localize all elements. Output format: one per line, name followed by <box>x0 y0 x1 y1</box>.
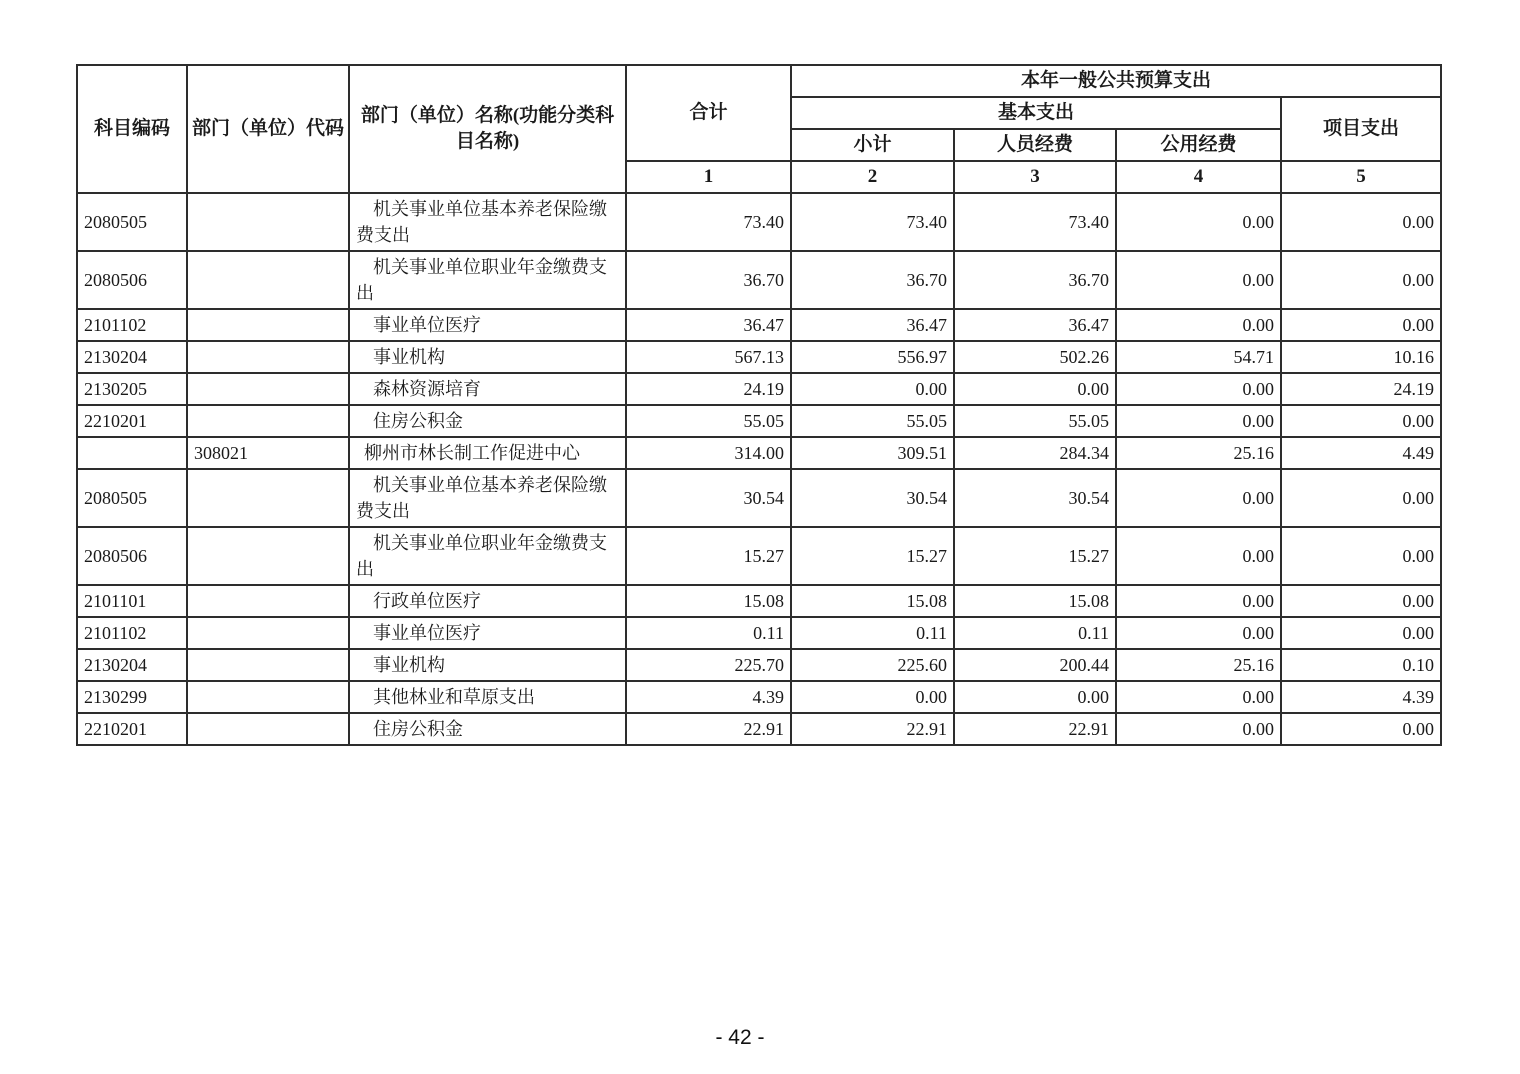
cell-project: 0.00 <box>1281 193 1441 251</box>
table-row <box>77 469 1441 527</box>
cell-public: 25.16 <box>1116 437 1281 469</box>
cell-name: 机关事业单位基本养老保险缴费支出 <box>349 469 626 527</box>
header-subtotal: 小计 <box>791 129 954 161</box>
cell-dept-code: 308021 <box>187 437 349 469</box>
table-row <box>77 527 1441 585</box>
cell-subtotal: 36.70 <box>791 251 954 309</box>
header-index-3: 3 <box>954 161 1116 193</box>
cell-dept-code <box>187 585 349 617</box>
cell-name: 森林资源培育 <box>349 373 626 405</box>
cell-public: 54.71 <box>1116 341 1281 373</box>
cell-total: 225.70 <box>626 649 791 681</box>
cell-personnel: 15.08 <box>954 585 1116 617</box>
table-row <box>77 251 1441 309</box>
cell-personnel: 73.40 <box>954 193 1116 251</box>
cell-dept-code <box>187 527 349 585</box>
cell-project: 0.00 <box>1281 309 1441 341</box>
cell-total: 55.05 <box>626 405 791 437</box>
table-row <box>77 617 1441 649</box>
cell-subject-code: 2130204 <box>77 341 187 373</box>
cell-total: 4.39 <box>626 681 791 713</box>
cell-dept-code <box>187 617 349 649</box>
cell-name: 行政单位医疗 <box>349 585 626 617</box>
cell-personnel: 0.00 <box>954 681 1116 713</box>
cell-project: 0.00 <box>1281 617 1441 649</box>
cell-subtotal: 55.05 <box>791 405 954 437</box>
cell-personnel: 55.05 <box>954 405 1116 437</box>
cell-subject-code: 2130204 <box>77 649 187 681</box>
cell-subtotal: 30.54 <box>791 469 954 527</box>
table-row <box>77 649 1441 681</box>
cell-public: 0.00 <box>1116 585 1281 617</box>
header-dept-name: 部门（单位）名称(功能分类科目名称) <box>349 65 626 193</box>
table-row <box>77 713 1441 745</box>
cell-project: 4.39 <box>1281 681 1441 713</box>
cell-total: 314.00 <box>626 437 791 469</box>
cell-subject-code: 2101101 <box>77 585 187 617</box>
cell-dept-code <box>187 713 349 745</box>
cell-project: 4.49 <box>1281 437 1441 469</box>
cell-dept-code <box>187 193 349 251</box>
cell-project: 0.00 <box>1281 405 1441 437</box>
cell-name: 事业机构 <box>349 341 626 373</box>
cell-personnel: 30.54 <box>954 469 1116 527</box>
header-personnel-funds: 人员经费 <box>954 129 1116 161</box>
cell-dept-code <box>187 681 349 713</box>
cell-dept-code <box>187 251 349 309</box>
cell-name: 事业单位医疗 <box>349 309 626 341</box>
cell-personnel: 284.34 <box>954 437 1116 469</box>
cell-total: 24.19 <box>626 373 791 405</box>
cell-public: 0.00 <box>1116 193 1281 251</box>
cell-project: 10.16 <box>1281 341 1441 373</box>
table-row <box>77 681 1441 713</box>
header-index-4: 4 <box>1116 161 1281 193</box>
cell-public: 0.00 <box>1116 527 1281 585</box>
cell-project: 0.00 <box>1281 251 1441 309</box>
cell-subtotal: 0.00 <box>791 681 954 713</box>
cell-total: 0.11 <box>626 617 791 649</box>
cell-subtotal: 225.60 <box>791 649 954 681</box>
cell-name: 其他林业和草原支出 <box>349 681 626 713</box>
cell-project: 0.00 <box>1281 469 1441 527</box>
header-project-expenditure: 项目支出 <box>1281 97 1441 161</box>
table-row-unit <box>77 437 1441 469</box>
cell-subtotal: 22.91 <box>791 713 954 745</box>
cell-name: 住房公积金 <box>349 405 626 437</box>
cell-total: 36.70 <box>626 251 791 309</box>
cell-personnel: 22.91 <box>954 713 1116 745</box>
cell-public: 0.00 <box>1116 713 1281 745</box>
cell-subject-code: 2080506 <box>77 527 187 585</box>
cell-name: 事业机构 <box>349 649 626 681</box>
cell-personnel: 15.27 <box>954 527 1116 585</box>
header-index-1: 1 <box>626 161 791 193</box>
cell-personnel: 0.00 <box>954 373 1116 405</box>
cell-subtotal: 0.00 <box>791 373 954 405</box>
cell-subject-code: 2080506 <box>77 251 187 309</box>
header-subject-code: 科目编码 <box>77 65 187 193</box>
table-row <box>77 405 1441 437</box>
cell-total: 15.08 <box>626 585 791 617</box>
budget-table-container <box>76 64 1442 746</box>
budget-table <box>76 64 1442 746</box>
cell-name: 机关事业单位职业年金缴费支出 <box>349 527 626 585</box>
cell-subtotal: 36.47 <box>791 309 954 341</box>
cell-personnel: 36.70 <box>954 251 1116 309</box>
cell-personnel: 502.26 <box>954 341 1116 373</box>
cell-total: 22.91 <box>626 713 791 745</box>
cell-subject-code: 2130299 <box>77 681 187 713</box>
header-group-current-year-budget: 本年一般公共预算支出 <box>791 65 1441 97</box>
cell-project: 0.00 <box>1281 527 1441 585</box>
cell-subtotal: 73.40 <box>791 193 954 251</box>
header-dept-code: 部门（单位）代码 <box>187 65 349 193</box>
cell-subtotal: 15.08 <box>791 585 954 617</box>
cell-name: 住房公积金 <box>349 713 626 745</box>
cell-dept-code <box>187 405 349 437</box>
cell-total: 567.13 <box>626 341 791 373</box>
cell-subtotal: 0.11 <box>791 617 954 649</box>
cell-name: 事业单位医疗 <box>349 617 626 649</box>
table-row <box>77 193 1441 251</box>
cell-public: 0.00 <box>1116 681 1281 713</box>
cell-project: 24.19 <box>1281 373 1441 405</box>
cell-project: 0.10 <box>1281 649 1441 681</box>
cell-public: 0.00 <box>1116 617 1281 649</box>
cell-subject-code: 2080505 <box>77 193 187 251</box>
cell-project: 0.00 <box>1281 585 1441 617</box>
cell-subject-code: 2101102 <box>77 309 187 341</box>
cell-subtotal: 309.51 <box>791 437 954 469</box>
cell-public: 0.00 <box>1116 309 1281 341</box>
table-row <box>77 341 1441 373</box>
header-public-funds: 公用经费 <box>1116 129 1281 161</box>
table-row <box>77 309 1441 341</box>
cell-public: 0.00 <box>1116 469 1281 527</box>
cell-name: 柳州市林长制工作促进中心 <box>349 437 626 469</box>
cell-dept-code <box>187 469 349 527</box>
cell-total: 30.54 <box>626 469 791 527</box>
cell-dept-code <box>187 309 349 341</box>
cell-public: 25.16 <box>1116 649 1281 681</box>
cell-dept-code <box>187 373 349 405</box>
header-index-2: 2 <box>791 161 954 193</box>
cell-subject-code: 2130205 <box>77 373 187 405</box>
cell-personnel: 36.47 <box>954 309 1116 341</box>
cell-public: 0.00 <box>1116 251 1281 309</box>
cell-subtotal: 15.27 <box>791 527 954 585</box>
cell-subtotal: 556.97 <box>791 341 954 373</box>
cell-total: 15.27 <box>626 527 791 585</box>
cell-name: 机关事业单位职业年金缴费支出 <box>349 251 626 309</box>
cell-subject-code: 2210201 <box>77 405 187 437</box>
header-group-basic-expenditure: 基本支出 <box>791 97 1281 129</box>
cell-dept-code <box>187 649 349 681</box>
cell-name: 机关事业单位基本养老保险缴费支出 <box>349 193 626 251</box>
page-number: - 42 - <box>715 1026 765 1049</box>
table-row <box>77 585 1441 617</box>
cell-project: 0.00 <box>1281 713 1441 745</box>
cell-total: 36.47 <box>626 309 791 341</box>
cell-personnel: 0.11 <box>954 617 1116 649</box>
cell-personnel: 200.44 <box>954 649 1116 681</box>
cell-dept-code <box>187 341 349 373</box>
header-index-5: 5 <box>1281 161 1441 193</box>
cell-subject-code: 2210201 <box>77 713 187 745</box>
cell-subject-code: 2101102 <box>77 617 187 649</box>
header-total: 合计 <box>626 65 791 161</box>
cell-public: 0.00 <box>1116 373 1281 405</box>
table-row <box>77 373 1441 405</box>
cell-total: 73.40 <box>626 193 791 251</box>
cell-public: 0.00 <box>1116 405 1281 437</box>
cell-subject-code: 2080505 <box>77 469 187 527</box>
cell-subject-code <box>77 437 187 469</box>
